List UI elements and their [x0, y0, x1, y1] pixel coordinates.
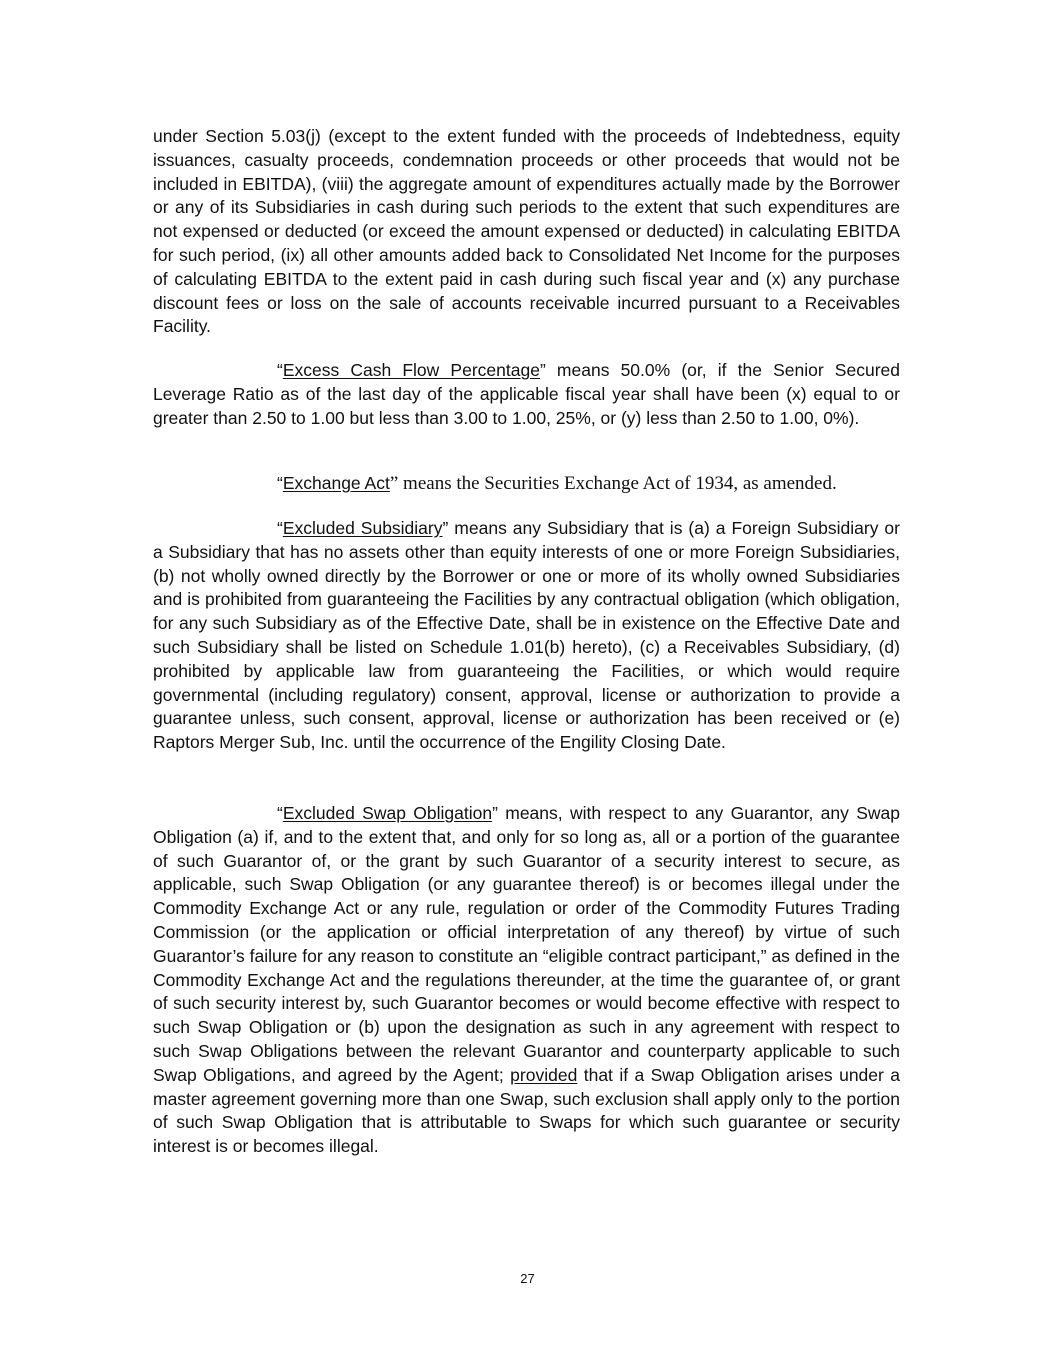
defined-term: Exchange Act [282, 473, 390, 493]
open-quote: “ [277, 473, 283, 493]
paragraph-ebitda-continuation [153, 125, 900, 339]
defined-term: Excluded Swap Obligation [282, 803, 493, 823]
definition-body: ” means any Subsidiary that is (a) a Foreign Subsidiary or a Subsidiary that has no assets other than equity interests of one or more Foreign Subsidiaries, (b) not wholly owned directly by the Borrower or one or more of its wholly owned Subsidiaries and is prohibited from guaranteeing the Facilities by any contractual obligation (which obligation, for any such Subsidiary as of the Effective Date, shall be in existence on the Effective Date and such Subsidiary shall be listed on Schedule 1.01(b) hereto), (c) a Receivables Subsidiary, (d) prohibited by applicable law from guaranteeing the Facilities, or which would require governmental (including regulatory) consent, approval, license or authorization to provide a guarantee unless, such consent, approval, license or authorization has been received or (e) Raptors Merger Sub, Inc. until the occurrence of the Engility Closing Date. [153, 518, 900, 753]
definition-body: ” means 50.0% (or, if the Senior Secured Leverage Ratio as of the last day of the applicable fiscal year shall have been (x) equal to or greater than 2.50 to 1.00 but less than 3.00 to 1.00, 25%, or (y) less than 2.50 to 1.00, 0%). [153, 360, 900, 428]
definition-body-part-1: ” means, with respect to any Guarantor, any Swap Obligation (a) if, and to the extent that, and only for so long as, all or a portion of the guarantee of such Guarantor of, or the grant by such Guarantor of a security interest to secure, as applicable, such Swap Obligation (or any guarantee thereof) is or becomes illegal under the Commodity Exchange Act or any rule, regulation or order of the Commodity Futures Trading Commission (or the application or official interpretation of any thereof) by virtue of such Guarantor’s failure for any reason to constitute an “eligible contract participant,” as defined in the Commodity Exchange Act and the regulations thereunder, at the time the guarantee of, or grant of such security interest by, such Guarantor becomes or would become effective with respect to such Swap Obligation or (b) upon the designation as such in any agreement with respect to such Swap Obligations between the relevant Guarantor and counterparty applicable to such Swap Obligations, and agreed by the Agent; [153, 803, 900, 1085]
defined-term: Excluded Subsidiary [282, 518, 443, 538]
definition-excess-cash-flow-percentage [153, 359, 900, 430]
open-quote: “ [277, 803, 283, 823]
open-quote: “ [277, 360, 283, 380]
page-number: 27 [520, 1271, 535, 1286]
definition-exchange-act [153, 472, 900, 496]
definition-excluded-subsidiary [153, 517, 900, 755]
defined-term: Excess Cash Flow Percentage [282, 360, 540, 380]
paragraph-text: under Section 5.03(j) (except to the extent funded with the proceeds of Indebtedness, equity issuances, casualty proceeds, condemnation proceeds or other proceeds that would not be included in EBITDA), (viii) the aggregate amount of expenditures actually made by the Borrower or any of its Subsidiaries in cash during such periods to the extent that such expenditures are not expensed or deducted (or exceed the amount expensed or deducted) in calculating EBITDA for such period, (ix) all other amounts added back to Consolidated Net Income for the purposes of calculating EBITDA to the extent paid in cash during such fiscal year and (x) any purchase discount fees or loss on the sale of accounts receivable incurred pursuant to a Receivables Facility. [153, 126, 900, 337]
definition-excluded-swap-obligation [153, 802, 900, 1159]
provided-term: provided [510, 1064, 578, 1085]
definition-body-part-2: that if a Swap Obligation arises under a master agreement governing more than one Swap, such exclusion shall apply only to the portion of such Swap Obligation that is attributable to Swaps for which such guarantee or security interest is or becomes illegal. [153, 1064, 900, 1157]
definition-body: ” means the Securities Exchange Act of 1934, as amended. [389, 473, 837, 494]
open-quote: “ [277, 518, 283, 538]
